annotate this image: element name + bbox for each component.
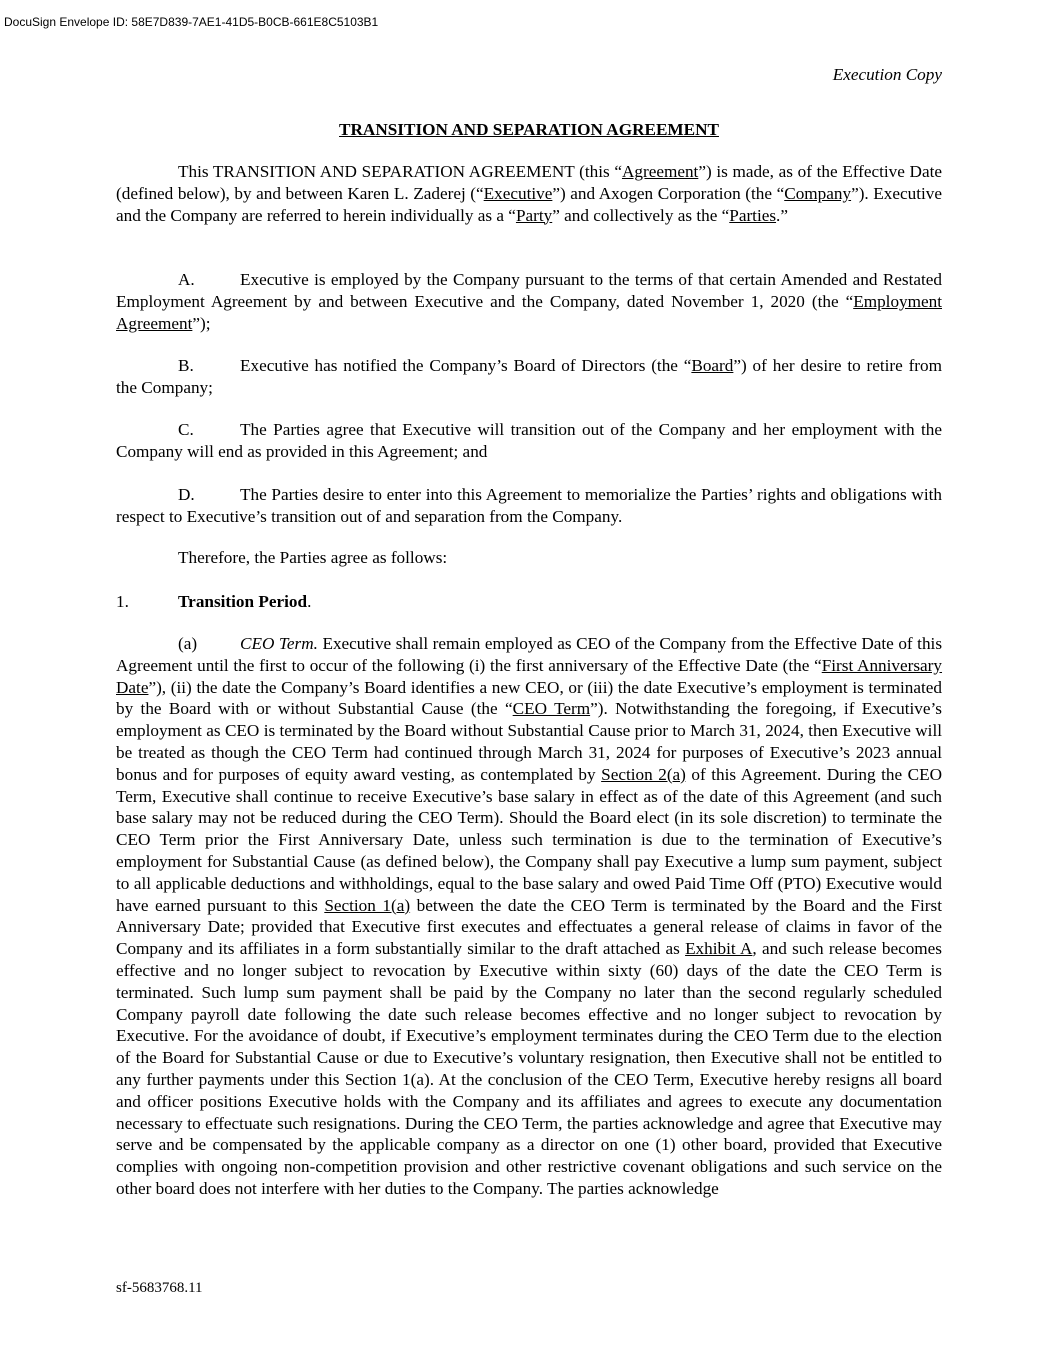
defined-term-parties: Parties [729, 205, 777, 225]
defined-term-executive: Executive [483, 183, 553, 203]
reference-section-2a: Section 2(a) [601, 764, 686, 784]
defined-term-employment-agreement: Employment Agreement [116, 291, 942, 333]
defined-term-first-anniversary-date: First Anniversary Date [116, 655, 943, 697]
reference-section-1a: Section 1(a) [324, 895, 411, 915]
defined-term-ceo-term: CEO Term [512, 699, 591, 719]
agreement-title: TRANSITION AND SEPARATION AGREEMENT [339, 120, 719, 139]
intro-paragraph: This TRANSITION AND SEPARATION AGREEMENT (this “Agreement”) is made, as of the Effective Date (defined below), by and between Karen L. Zaderej (“Executive”) and Axogen Corporation (the “Company”). Executive and the Company are referred to herein individually as a “Party” and collectively as the “Parties.” [116, 162, 943, 225]
therefore-clause: Therefore, the Parties agree as follows: [178, 548, 448, 567]
recital-c: C. The Parties agree that Executive will transition out of the Company and her employment with the Company will end as provided in this Agreement; and [116, 420, 942, 461]
defined-term-board: Board [691, 356, 734, 375]
section-1a-heading: CEO Term. [240, 634, 318, 653]
section-1-heading: 1. Transition Period. [116, 592, 312, 611]
execution-copy-label: Execution Copy [832, 65, 942, 84]
recital-d: D. The Parties desire to enter into this Agreement to memorialize the Parties’ rights and obligations with respect to Executive’s transition out of and separation from the Company. [116, 485, 942, 526]
section-1a-paragraph: (a) CEO Term. Executive shall remain employed as CEO of the Company from the Effective Date of this Agreement until the first to occur of the following (i) the first anniversary of the Effective Date (the “First Anniversary Date”), (ii) the date the Company’s Board identifies a new CEO, or (iii) the date Executive’s employment is terminated by the Board with or without Substantial Cause (the “CEO Term”). Notwithstanding the foregoing, if Executive’s employment as CEO is terminated by the Board without Substantial Cause prior to March 31, 2024, then Executive will be treated as though the CEO Term had continued through March 31, 2024 for purposes of Executive’s 2023 annual bonus and for purposes of equity award vesting, as contemplated by Section 2(a) of this Agreement. During the CEO Term, Executive shall continue to receive Executive’s base salary in effect as of the date of this Agreement (and such base salary may not be reduced during the CEO Term). Should the Board elect (in its sole discretion) to terminate the CEO Term prior the First Anniversary Date, unless such termination is due to the termination of Executive’s employment for Substantial Cause (as defined below), the Company shall pay Executive a lump sum payment, subject to all applicable deductions and withholdings, equal to the base salary and owed Paid Time Off (PTO) Executive would have earned pursuant to this Section 1(a) between the date the CEO Term is terminated by the Board and the First Anniversary Date; provided that Executive first executes and effectuates a general release of claims in favor of the Company and its affiliates in a form substantially similar to the draft attached as Exhibit A, and such release becomes effective and no longer subject to revocation by Executive within sixty (60) days of the date the CEO Term is terminated. Such lump sum payment shall be paid by the Company no later than the second regularly scheduled Company payroll date following the date such release becomes effective and no longer subject to revocation by Executive. For the avoidance of doubt, if Executive’s employment terminates during the CEO Term due to the election of the Board for Substantial Cause or due to Executive’s voluntary resignation, then Executive shall not be entitled to any further payments under this Section 1(a). At the conclusion of the CEO Term, Executive hereby resigns all board and officer positions Executive holds with the Company and its affiliates and agrees to execute any documentation necessary to effectuate such resignations. During the CEO Term, the parties acknowledge and agree that Executive may serve and be compensated by the applicable company as a director on one (1) other board, provided that Executive complies with ongoing non-competition provision and other restrictive covenant obligations and such service on the other board does not interfere with her duties to the Company. The parties acknowledge [116, 634, 943, 1198]
docusign-envelope-id: DocuSign Envelope ID: 58E7D839-7AE1-41D5-B0CB-661E8C5103B1 [4, 15, 379, 29]
reference-exhibit-a: Exhibit A [685, 939, 753, 959]
defined-term-party: Party [515, 205, 553, 225]
defined-term-agreement: Agreement [621, 162, 699, 181]
document-footer-id: sf-5683768.11 [116, 1280, 203, 1296]
recital-b: B. Executive has notified the Company’s Board of Directors (the “Board”) of her desire to retire from the Company; [116, 356, 942, 397]
recital-a: A. Executive is employed by the Company pursuant to the terms of that certain Amended and Restated Employment Agreement by and between Executive and the Company, dated November 1, 2020 (the “Employment Agreement”); [116, 270, 942, 333]
defined-term-company: Company [784, 183, 852, 203]
